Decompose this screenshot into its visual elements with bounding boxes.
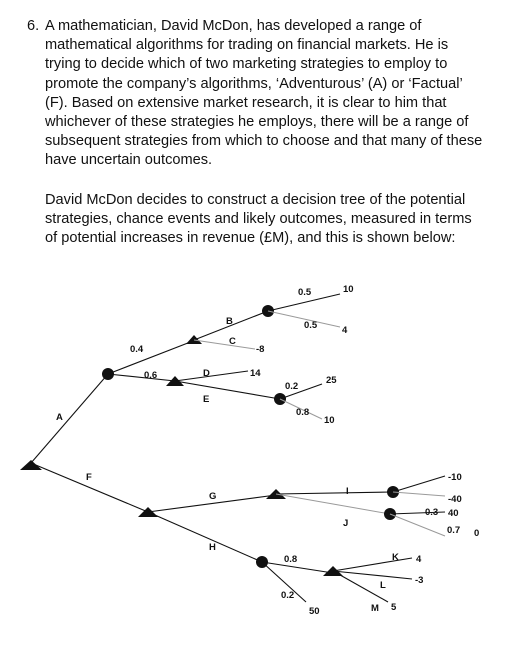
prob-E-lower: 0.8 (296, 407, 310, 418)
question-text: A mathematician, David McDon, has developed a range of mathematical algorithms for trading on financial markets. He is trying to decide which of two marketing strategies to employ to promote the company’s algorithms, ‘Adventurous’ (A) or ‘Factual’ (F). Based on extensive market research, it is clear to him that whichever of these strategies he employs, there will be a range of subsequent strategies from which to choose and that many of these have uncertain outcomes. (45, 18, 483, 169)
prob-0.4: 0.4 (130, 344, 144, 355)
branch-E (175, 381, 280, 399)
label-L: L (380, 580, 386, 591)
label-A: A (56, 412, 63, 423)
prob-J-lower: 0.7 (447, 525, 461, 536)
question-number: 6. (27, 18, 40, 34)
branch-A (31, 374, 108, 463)
branch-C (194, 340, 255, 349)
payoff-I-lower: -40 (448, 494, 462, 505)
payoff-H-lower: 50 (309, 606, 320, 617)
prob-J-upper: 0.3 (425, 507, 439, 518)
payoff-M: 5 (391, 602, 397, 613)
payoff-B-upper: 10 (343, 284, 354, 295)
label-G: G (209, 491, 217, 502)
payoff-I-upper: -10 (448, 472, 462, 483)
payoff-E-upper: 25 (326, 375, 337, 386)
label-F: F (86, 472, 92, 483)
label-D: D (203, 368, 210, 379)
branch-K (333, 558, 412, 571)
payoff-J-upper: 40 (448, 508, 459, 519)
prob-B-upper: 0.5 (298, 287, 312, 298)
branch-H (148, 512, 262, 562)
prob-B-lower: 0.5 (304, 320, 318, 331)
prob-E-upper: 0.2 (285, 381, 299, 392)
prob-H-upper: 0.8 (284, 554, 298, 565)
root-decision-node (20, 460, 42, 470)
prob-H-lower: 0.2 (281, 590, 295, 601)
label-K: K (392, 552, 399, 563)
payoff-C: -8 (256, 344, 265, 355)
label-H: H (209, 542, 216, 553)
branch-I-upper (393, 476, 445, 492)
branch-D (175, 371, 248, 381)
payoff-D: 14 (250, 368, 261, 379)
question-paragraph-1 (27, 17, 487, 171)
label-M: M (371, 603, 379, 614)
payoff-B-lower: 4 (342, 325, 348, 336)
label-I: I (346, 486, 349, 497)
branch-J (276, 494, 390, 514)
label-B: B (226, 316, 233, 327)
payoff-L: -3 (415, 575, 424, 586)
branch-I (276, 492, 392, 494)
label-J: J (343, 518, 349, 529)
payoff-E-lower: 10 (324, 415, 335, 426)
branch-F (31, 463, 148, 512)
decision-tree (0, 270, 509, 668)
payoff-J-lower: 0 (474, 528, 480, 539)
label-E: E (203, 394, 210, 405)
label-C: C (229, 336, 236, 347)
branch-0.6 (108, 374, 175, 381)
prob-0.6: 0.6 (144, 370, 158, 381)
branch-I-lower (393, 492, 445, 496)
question-paragraph-2: David McDon decides to construct a decision tree of the potential strategies, chance events and likely outcomes, measured in terms of potential increases in revenue (£M), and this is shown below: (45, 192, 472, 247)
payoff-K: 4 (416, 554, 422, 565)
